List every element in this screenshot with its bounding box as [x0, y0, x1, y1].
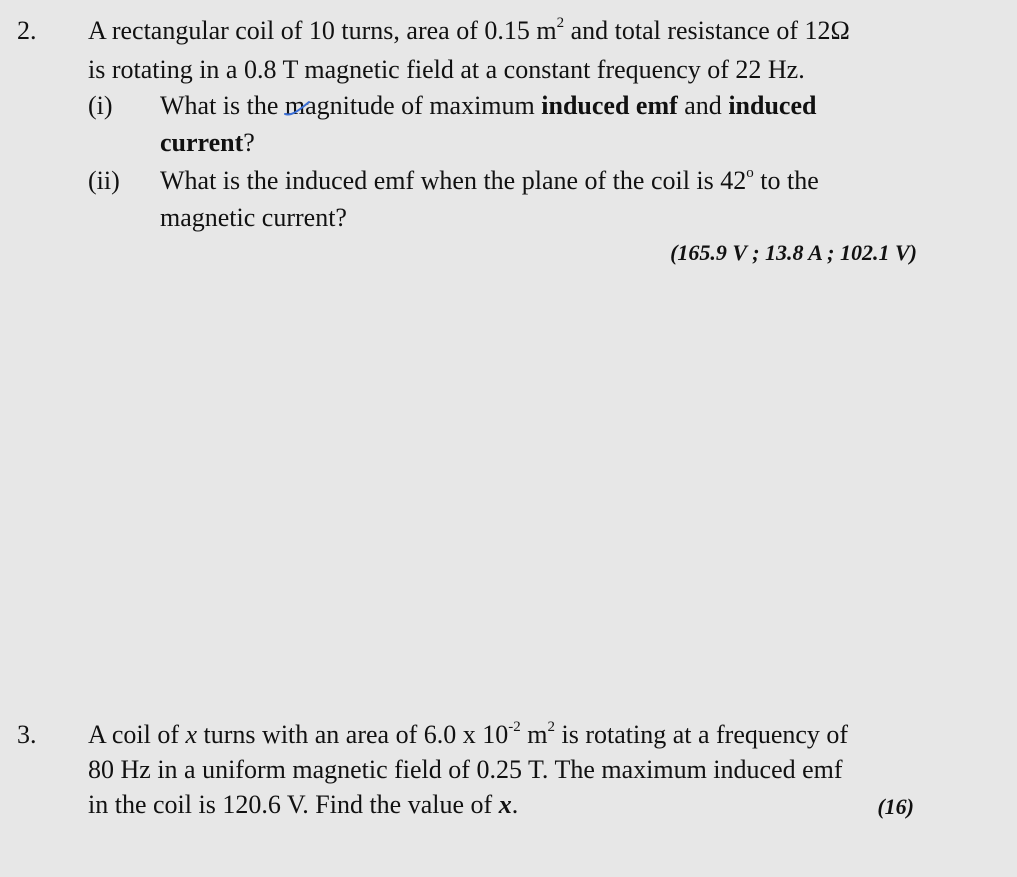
part-text-line: magnetic current? [160, 203, 347, 232]
question-text-line: 80 Hz in a uniform magnetic field of 0.25 T. The maximum induced emf [88, 755, 843, 784]
question-text-line: A coil of x turns with an area of 6.0 x $10^{-2}$ $m^2$ is rotating at a frequency of [88, 719, 849, 749]
question-text-line: in the coil is 120.6 V. Find the value of x. [88, 790, 519, 819]
part-text-line: What is the magnitude of maximum induced emf and induced [160, 91, 817, 120]
question-text-line: A rectangular coil of 10 turns, area of 0.15 $m^2$ and total resistance of 12Ω [88, 15, 850, 45]
answer-key: (165.9 V ; 13.8 A ; 102.1 V) [670, 240, 917, 265]
question-number: 3. [17, 720, 37, 749]
part-text-line: What is the induced emf when the plane of the coil is 42$^o$ to the [160, 165, 819, 195]
question-text-line: is rotating in a 0.8 T magnetic field at a constant frequency of 22 Hz. [88, 55, 805, 84]
question-number: 2. [17, 16, 37, 45]
marks-label: (16) [877, 794, 914, 819]
part-label: (ii) [88, 166, 120, 195]
pen-tick-mark [283, 98, 313, 122]
part-text-line: current? [160, 128, 255, 157]
part-label: (i) [88, 91, 113, 120]
